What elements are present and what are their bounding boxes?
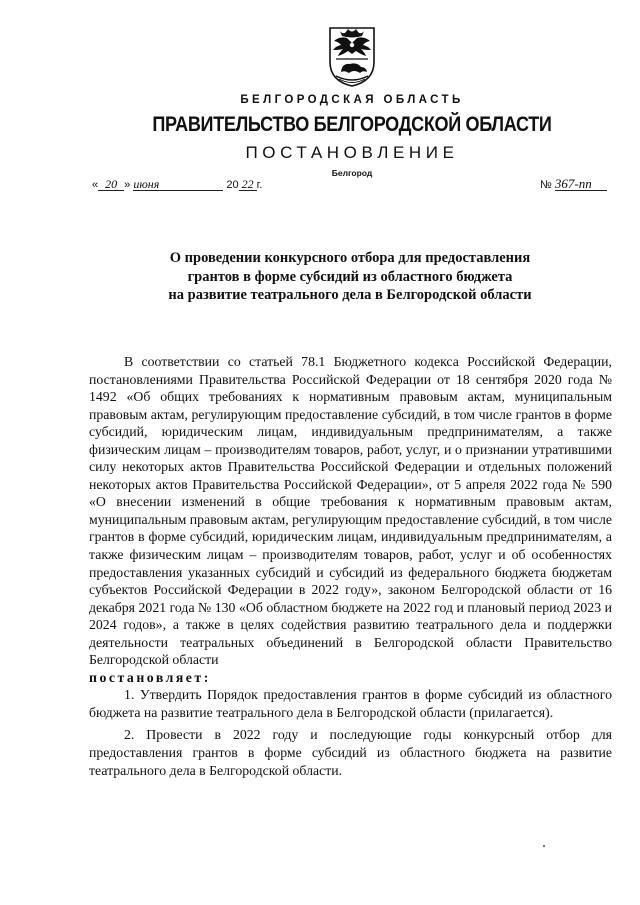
belgorod-coat-of-arms-icon (327, 26, 377, 88)
decree-item-1: 1. Утвердить Порядок предоставления грантов в форме субсидий из областного бюджета на развитие театрального дела в Белгородской области (прилагается). (89, 687, 612, 720)
preamble-paragraph: В соответствии со статьей 78.1 Бюджетного кодекса Российской Федерации, постановлениями Правительства Российской Федерации от 18 сентября 2020 года № 1492 «Об общих требованиях к нормативным правовым актам, муниципальным правовым актам, регулирующим предоставление субсидий, в том числе грантов в форме субсидий, юридическим лицам, индивидуальным предпринимателям, а также физическим лицам – производителям товаров, работ, услуг, и о признании утратившими силу некоторых актов Правительства Российской Федерации и отдельных положений некоторых актов Правительства Российской Федерации», от 5 апреля 2022 года № 590 «О внесении изменений в общие требования к нормативным правовым актам, муниципальным правовым актам, регулирующим предоставление субсидий, в том числе грантов в форме субсидий, юридическим лицам, индивидуальным предпринимателям, а также физическим лицам – производителям товаров, работ, услуг и об особенностях предоставления указанных субсидий и субсидий из федерального бюджета бюджетам субъектов Российской Федерации в 2022 году», законом Белгородской области от 16 декабря 2021 года № 130 «Об областном бюджете на 2022 год и плановый период 2023 и 2024 годов», а также в целях содействия развитию театрального дела и поддержки деятельности театральных объединений в Белгородской области Правительство Белгородской области (89, 354, 613, 668)
date-year-prefix: 20 (226, 179, 239, 191)
region-name: БЕЛГОРОДСКАЯ ОБЛАСТЬ (240, 94, 464, 106)
decree-item-2: 2. Провести в 2022 году и последующие годы конкурсный отбор для предоставления грантов в форме субсидий из областного бюджета на развитие театрального дела в Белгородской области. (89, 727, 612, 778)
document-date (92, 178, 262, 191)
date-open-quote: « (92, 179, 99, 191)
date-month: июня (133, 178, 223, 191)
date-close-quote: » (124, 179, 131, 191)
number-value: 367-пп (555, 177, 607, 191)
document-body (89, 353, 612, 779)
document-number (540, 177, 607, 191)
document-type: ПОСТАНОВЛЕНИЕ (245, 143, 459, 162)
city-name: Белгород (331, 168, 373, 178)
title-line-2: грантов в форме субсидий из областного бюджета (187, 268, 513, 285)
resolves-heading: постановляет: (89, 669, 211, 685)
document-title (60, 249, 640, 305)
title-line-1: О проведении конкурсного отбора для предоставления (169, 250, 531, 266)
date-year: 22 (239, 178, 257, 191)
government-name: ПРАВИТЕЛЬСТВО БЕЛГОРОДСКОЙ ОБЛАСТИ (152, 113, 552, 136)
scan-speck (543, 845, 545, 847)
date-day: 20 (98, 178, 124, 191)
number-prefix: № (540, 179, 552, 191)
title-line-3: на развитие театрального дела в Белгородской области (168, 287, 532, 303)
date-year-unit: г. (256, 179, 263, 191)
